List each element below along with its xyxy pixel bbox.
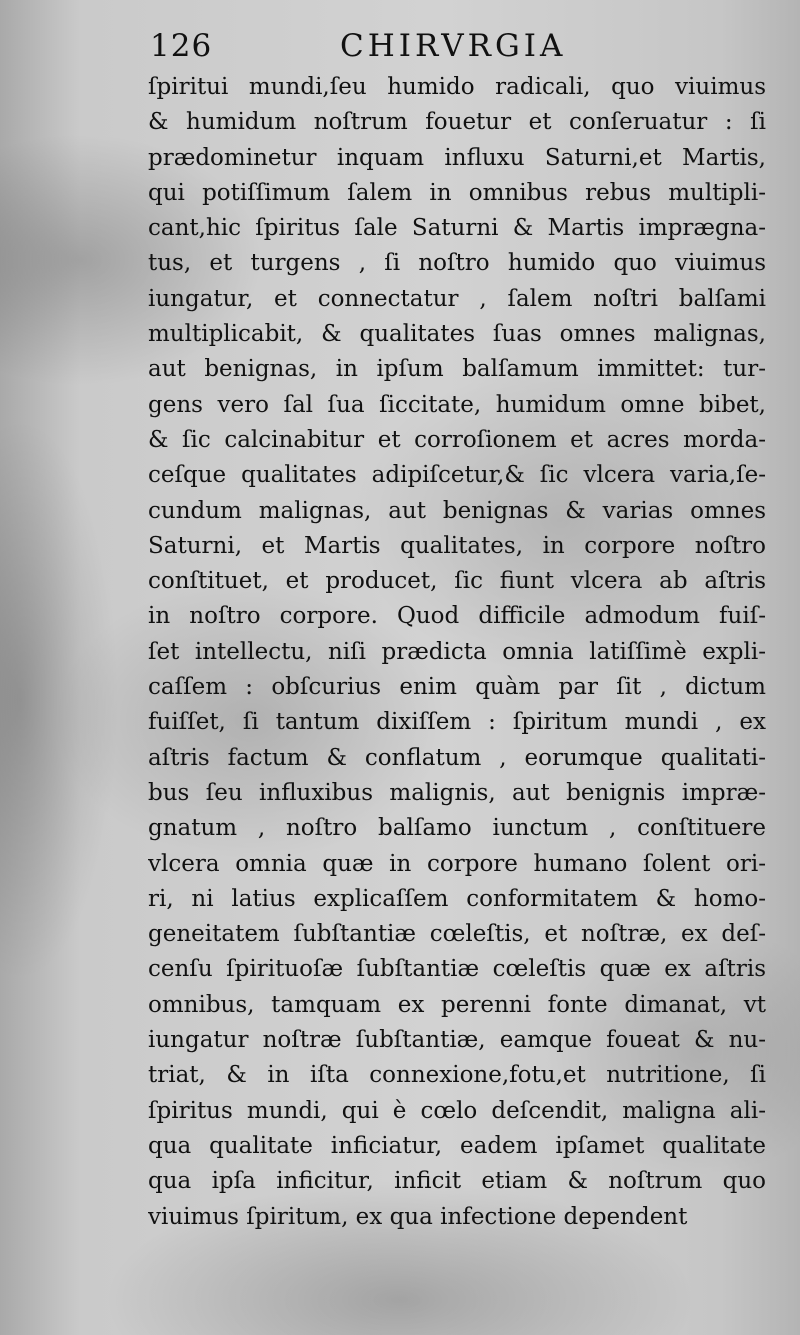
text-line: cundum malignas, aut benignas & varias omnes	[148, 497, 766, 524]
text-line: geneitatem ſubſtantiæ cœleſtis, et noſtræ, ex deſ-	[148, 921, 766, 948]
text-line: bus ſeu influxibus malignis, aut benignis impræ-	[148, 779, 766, 806]
text-line: ſet intellectu, niſi prædicta omnia latiſſimè expli-	[148, 638, 766, 665]
page-number: 126	[150, 28, 213, 64]
text-line: aut benignas, in ipſum balſamum immittet: tur-	[148, 356, 766, 383]
text-line: caſſem : obſcurius enim quàm par ſit , dictum	[148, 674, 766, 701]
text-line: triat, & in iſta connexione,fotu,et nutritione, ſi	[148, 1062, 766, 1089]
text-line: qua ipſa inficitur, inficit etiam & noſtrum quo	[148, 1168, 766, 1195]
text-line: in noſtro corpore. Quod difficile admodum fuiſ-	[148, 603, 766, 630]
page-header	[150, 25, 750, 67]
running-title: CHIRVRGIA	[340, 28, 567, 64]
text-line: ſpiritui mundi,ſeu humido radicali, quo viuimus	[148, 74, 766, 100]
text-line: cenſu ſpirituoſæ ſubſtantiæ cœleſtis quæ ex aſtris	[148, 956, 766, 983]
text-line: omnibus, tamquam ex perenni fonte dimanat, vt	[148, 991, 766, 1018]
text-line: prædominetur inquam influxu Saturni,et Martis,	[148, 144, 766, 171]
text-line: gnatum , noſtro balſamo iunctum , conſtituere	[148, 815, 766, 842]
body-text	[148, 70, 766, 1235]
text-line: iungatur noſtræ ſubſtantiæ, eamque foueat & nu-	[148, 1027, 766, 1054]
text-line: tus, et turgens , ſi noſtro humido quo viuimus	[148, 250, 766, 277]
text-line: Saturni, et Martis qualitates, in corpore noſtro	[148, 532, 766, 559]
text-line: gens vero ſal ſua ſiccitate, humidum omne bibet,	[148, 391, 766, 418]
text-line: & humidum noſtrum fouetur et conſeruatur : ſi	[148, 109, 766, 136]
text-line: cant,hic ſpiritus ſale Saturni & Martis imprægna-	[148, 215, 766, 242]
text-line: & ſic calcinabitur et corroſionem et acres morda-	[148, 426, 766, 453]
text-line: fuiſſet, ſi tantum dixiſſem : ſpiritum mundi , ex	[148, 709, 766, 736]
text-line: viuimus ſpiritum, ex qua infectione dependent	[148, 1203, 688, 1230]
text-line: ſpiritus mundi, qui è cœlo deſcendit, maligna ali-	[148, 1097, 766, 1124]
text-line: iungatur, et connectatur , ſalem noſtri balſami	[148, 285, 766, 312]
text-line: aſtris factum & conflatum , eorumque qualitati-	[148, 744, 766, 771]
text-line: ri, ni latius explicaſſem conformitatem & homo-	[148, 885, 766, 912]
text-line: qui potiſſimum ſalem in omnibus rebus multipli-	[148, 179, 766, 206]
text-line: vlcera omnia quæ in corpore humano ſolent ori-	[148, 850, 766, 877]
text-line: multiplicabit, & qualitates ſuas omnes malignas,	[148, 321, 766, 348]
text-line: conſtituet, et producet, ſic fiunt vlcera ab aſtris	[148, 568, 766, 595]
text-line: qua qualitate inficiatur, eadem ipſamet qualitate	[148, 1132, 766, 1159]
text-line: ceſque qualitates adipiſcetur,& ſic vlcera varia,ſe-	[148, 462, 766, 489]
